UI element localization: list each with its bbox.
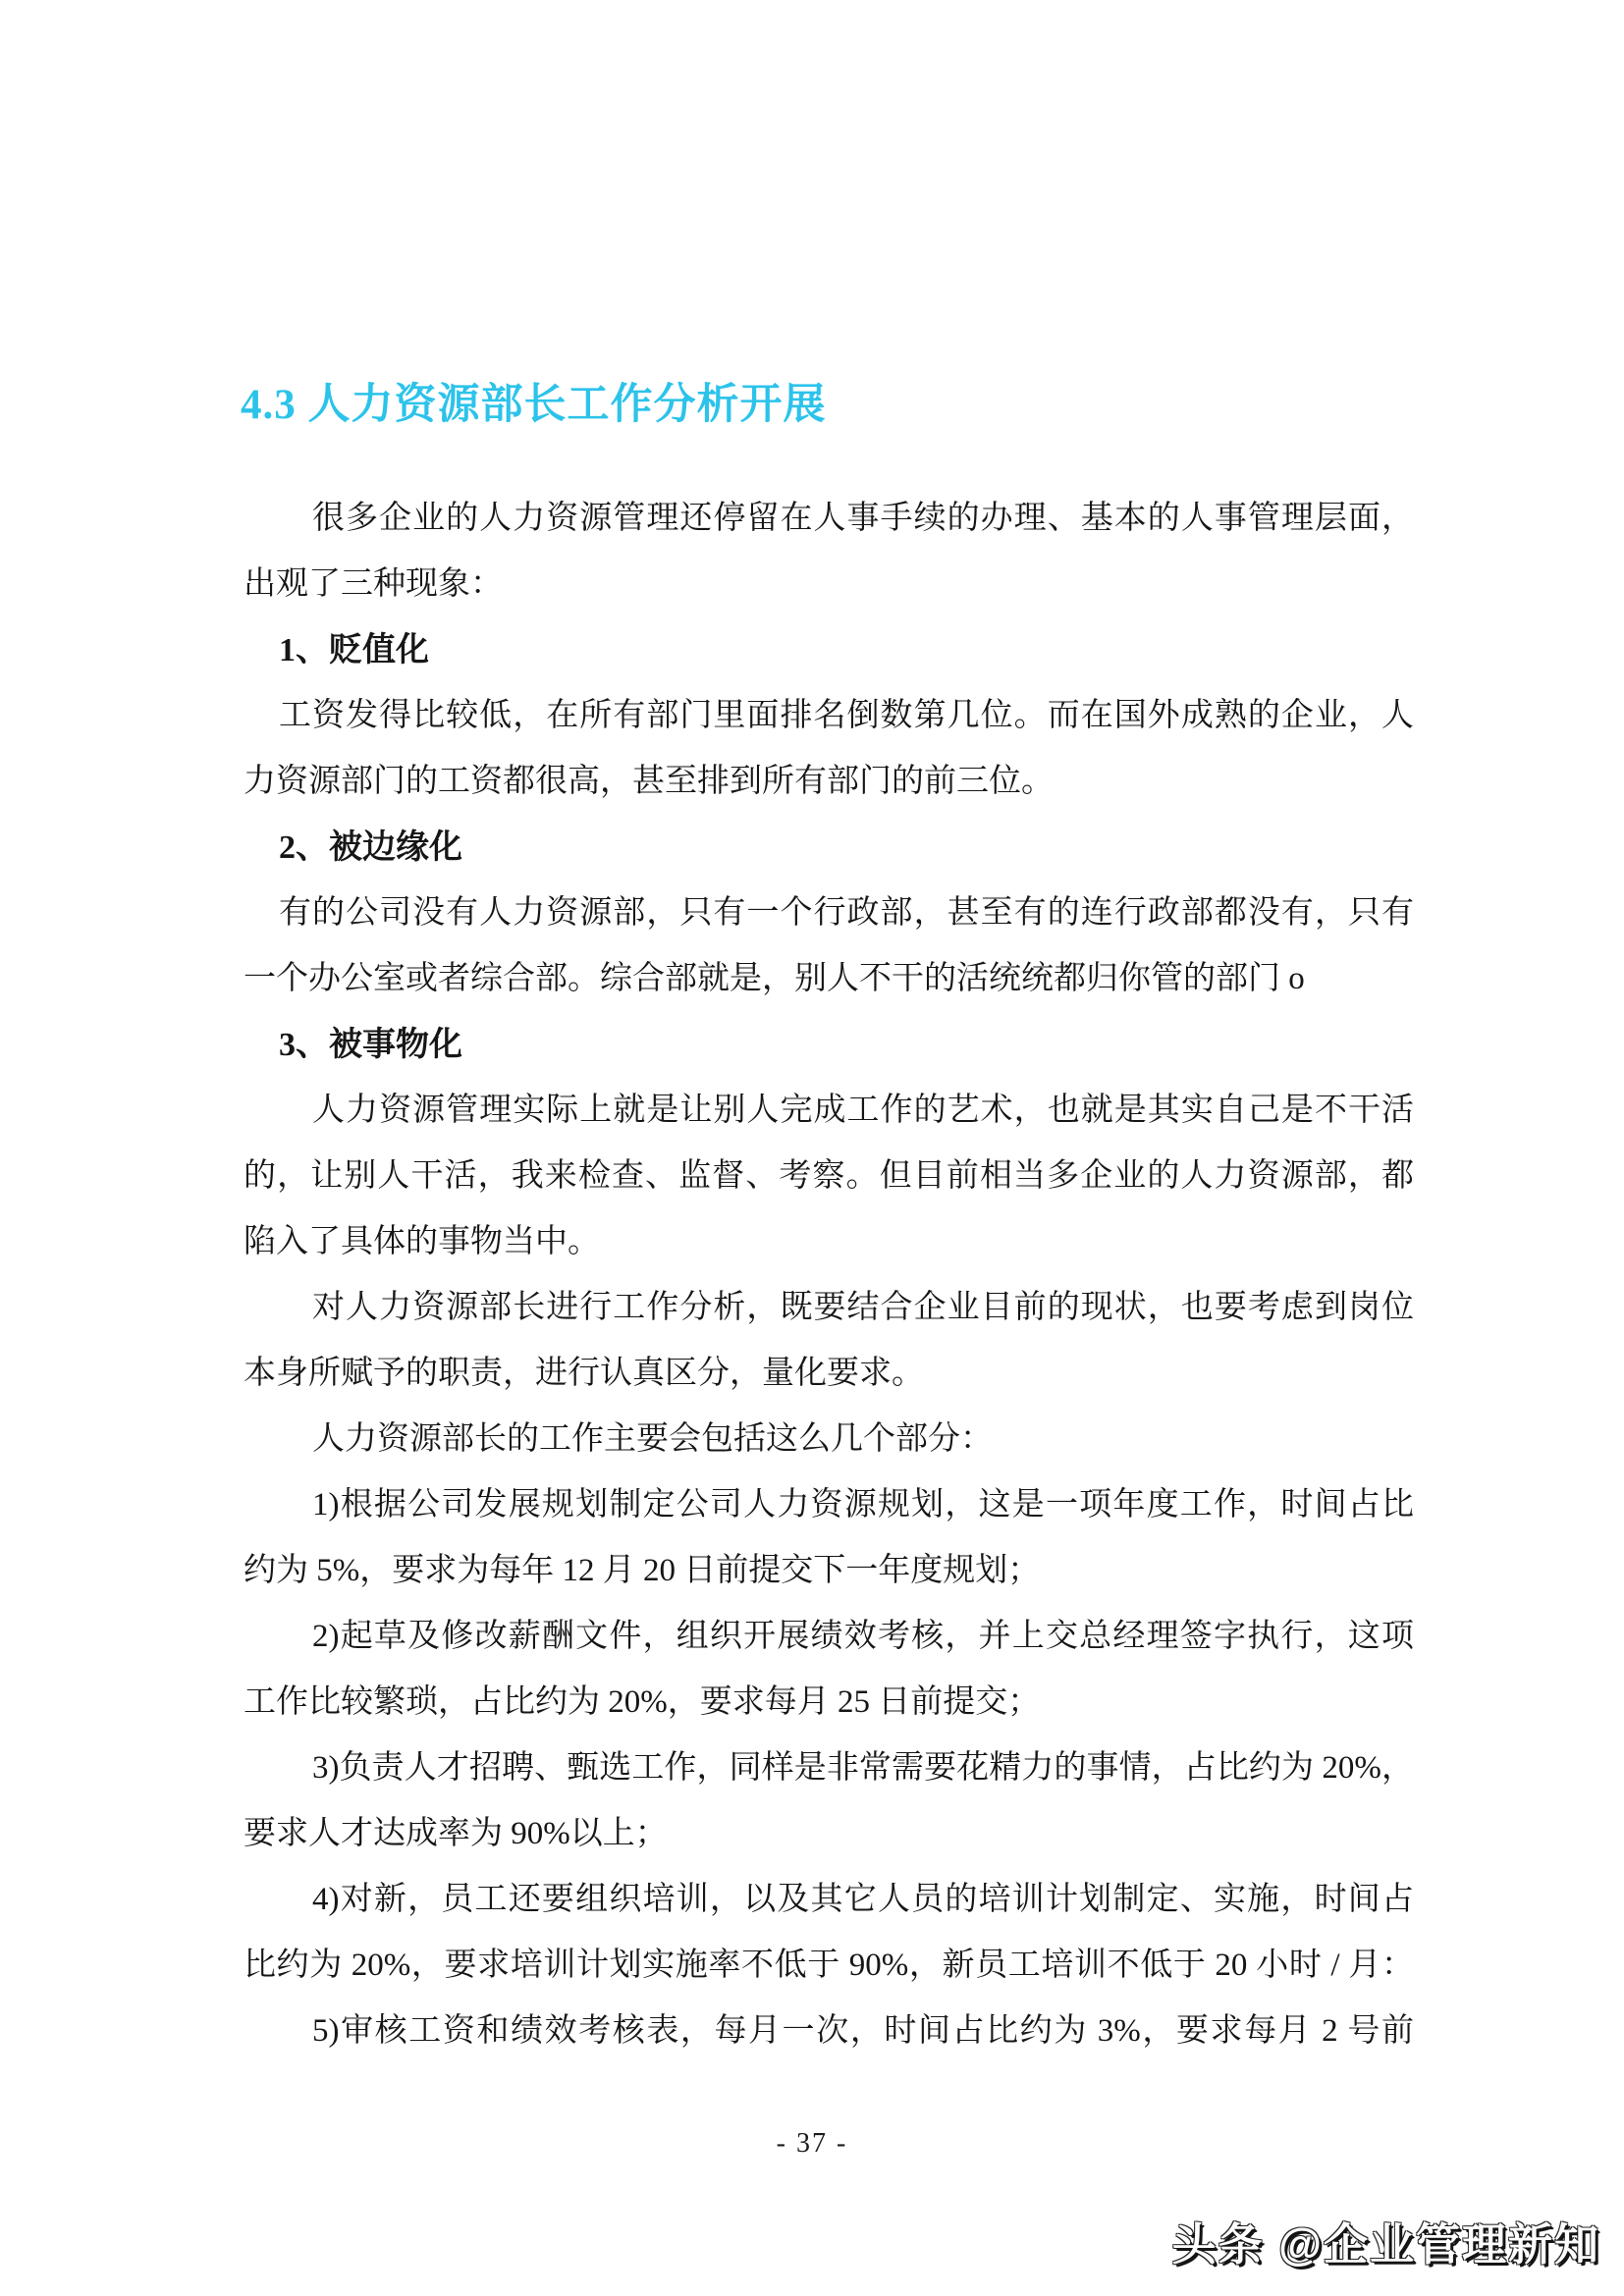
text-line: 1)根据公司发展规划制定公司人力资源规划，这是一项年度工作，时间占比 [312, 1487, 1414, 1522]
section-title: 4.3 人力资源部长工作分析开展 [241, 382, 827, 428]
text-line: 出观了三种现象： [244, 566, 503, 602]
text-line: 4)对新，员工还要组织培训，以及其它人员的培训计划制定、实施，时间占 [312, 1882, 1414, 1917]
text-line: 约为 5%，要求为每年 12 月 20 日前提交下一年度规划； [244, 1553, 1041, 1588]
text-line: 本身所赋予的职责，进行认真区分，量化要求。 [244, 1356, 924, 1391]
text-line: 1、贬值化 [279, 632, 429, 668]
text-line: 一个办公室或者综合部。综合部就是，别人不干的活统统都归你管的部门 o [244, 961, 1305, 996]
body-lines [244, 486, 1414, 2064]
text-line: 对人力资源部长进行工作分析，既要结合企业目前的现状，也要考虑到岗位 [312, 1290, 1414, 1325]
watermark: 头条 @企业管理新知 [1171, 2219, 1600, 2269]
text-line: 工作比较繁琐，占比约为 20%，要求每月 25 日前提交； [244, 1684, 1041, 1720]
text-line: 陷入了具体的事物当中。 [244, 1224, 600, 1259]
text-line: 2、被边缘化 [279, 829, 462, 866]
text-line: 比约为 20%，要求培训计划实施率不低于 90%，新员工培训不低于 20 小时 / 月： [244, 1948, 1414, 1983]
text-line: 5)审核工资和绩效考核表，每月一次，时间占比约为 3%，要求每月 2 号前 [312, 2013, 1414, 2049]
page-number: - 37 - [776, 2128, 848, 2159]
text-line: 的，让别人干活，我来检查、监督、考察。但目前相当多企业的人力资源部，都 [244, 1158, 1414, 1194]
text-line: 2)起草及修改薪酬文件，组织开展绩效考核，并上交总经理签字执行，这项 [312, 1619, 1414, 1654]
text-line: 要求人才达成率为 90%以上； [244, 1816, 668, 1851]
text-line: 有的公司没有人力资源部，只有一个行政部，甚至有的连行政部都没有，只有 [279, 895, 1414, 931]
text-line: 人力资源管理实际上就是让别人完成工作的艺术，也就是其实自己是不干活 [312, 1093, 1414, 1128]
text-line: 3)负责人才招聘、甄选工作，同样是非常需要花精力的事情，占比约为 20%， [312, 1750, 1414, 1786]
text-line: 很多企业的人力资源管理还停留在人事手续的办理、基本的人事管理层面， [312, 501, 1414, 536]
text-line: 力资源部门的工资都很高，甚至排到所有部门的前三位。 [244, 764, 1054, 799]
text-line: 3、被事物化 [279, 1027, 462, 1063]
text-line: 工资发得比较低，在所有部门里面排名倒数第几位。而在国外成熟的企业，人 [279, 698, 1414, 733]
text-line: 人力资源部长的工作主要会包括这么几个部分： [312, 1421, 993, 1457]
